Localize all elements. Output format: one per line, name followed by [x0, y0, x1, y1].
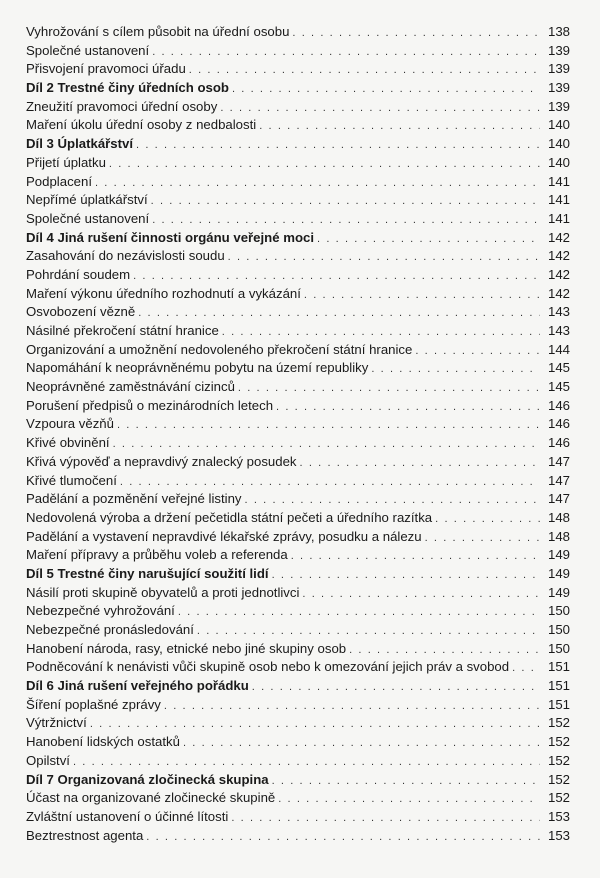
toc-page-number: 153	[547, 827, 570, 843]
toc-page-number: 142	[547, 248, 570, 264]
dot-leader	[425, 529, 540, 547]
toc-entry-title: Podněcování k nenávisti vůči skupině osob nebo k omezování jejich práv a svobod	[26, 659, 510, 675]
dot-leader	[228, 248, 540, 266]
dot-leader	[272, 566, 540, 584]
dot-leader	[164, 697, 540, 715]
toc-entry	[26, 808, 570, 827]
toc-entry	[26, 266, 570, 285]
dot-leader	[120, 473, 540, 491]
dot-leader	[220, 99, 540, 117]
toc-entry-title: Zvláštní ustanovení o účinné lítosti	[26, 808, 229, 824]
toc-entry-title: Napomáhání k neoprávněnému pobytu na území republiky	[26, 360, 369, 376]
toc-page-number: 140	[547, 136, 570, 152]
toc-page-number: 150	[547, 640, 570, 656]
toc-entry-title: Výtržnictví	[26, 715, 87, 731]
toc-page-number: 139	[547, 98, 570, 114]
toc-entry	[26, 602, 570, 621]
dot-leader	[317, 230, 540, 248]
toc-page-number: 147	[547, 453, 570, 469]
toc-entry-title: Nedovolená výroba a držení pečetidla státní pečeti a úředního razítka	[26, 509, 433, 525]
dot-leader	[304, 286, 540, 304]
dot-leader	[512, 659, 540, 677]
toc-page-number: 151	[547, 659, 570, 675]
toc-entry	[26, 490, 570, 509]
toc-page-number: 140	[547, 154, 570, 170]
toc-entry	[26, 378, 570, 397]
toc-entry	[26, 472, 570, 491]
toc-page-number: 141	[547, 192, 570, 208]
toc-page-number: 143	[547, 304, 570, 320]
dot-leader	[178, 603, 540, 621]
dot-leader	[272, 772, 540, 790]
dot-leader	[95, 174, 540, 192]
toc-section-heading	[26, 79, 570, 98]
toc-entry-title: Násilné překročení státní hranice	[26, 323, 219, 338]
toc-entry	[26, 733, 570, 752]
toc-entry	[26, 584, 570, 603]
toc-entry-title: Zneužití pravomoci úřední osoby	[26, 98, 218, 114]
dot-leader	[232, 80, 540, 98]
toc-entry-title: Šíření poplašné zprávy	[26, 696, 161, 712]
dot-leader	[371, 360, 540, 378]
toc-page-number: 150	[547, 603, 570, 619]
dot-leader	[238, 379, 540, 397]
toc-page-number: 152	[547, 771, 570, 787]
dot-leader	[151, 192, 540, 210]
toc-entry-title: Díl 3 Úplatkářství	[26, 136, 134, 152]
toc-page-number: 152	[547, 790, 570, 806]
toc-entry-title: Hanobení lidských ostatků	[26, 734, 180, 750]
toc-entry-title: Maření výkonu úředního rozhodnutí a vykázání	[26, 285, 301, 301]
toc-entry	[26, 789, 570, 808]
toc-section-heading	[26, 771, 570, 790]
toc-page-number: 146	[547, 397, 570, 413]
toc-entry	[26, 528, 570, 547]
toc-entry	[26, 42, 570, 61]
toc-page-number: 151	[547, 678, 570, 694]
toc-entry	[26, 341, 570, 360]
toc-page-number: 138	[547, 24, 570, 39]
toc-entry-title: Porušení předpisů o mezinárodních letech	[26, 397, 274, 413]
dot-leader	[300, 454, 540, 472]
toc-page-number: 142	[547, 266, 570, 282]
toc-entry	[26, 154, 570, 173]
dot-leader	[252, 678, 540, 696]
toc-entry-title: Přisvojení pravomoci úřadu	[26, 61, 186, 77]
toc-entry-title: Vzpoura vězňů	[26, 416, 114, 432]
toc-entry	[26, 210, 570, 229]
toc-entry	[26, 434, 570, 453]
toc-entry	[26, 696, 570, 715]
toc-entry-title: Násilí proti skupině obyvatelů a proti jednotlivci	[26, 584, 300, 600]
toc-page-number: 145	[547, 379, 570, 395]
toc-page-number: 148	[547, 509, 570, 525]
dot-leader	[278, 790, 540, 808]
toc-entry-title: Organizování a umožnění nedovoleného překročení státní hranice	[26, 341, 413, 357]
toc-section-heading	[26, 565, 570, 584]
toc-entry-title: Padělání a vystavení nepravdivé lékařské zprávy, posudku a nálezu	[26, 528, 422, 544]
toc-entry-title: Maření úkolu úřední osoby z nedbalosti	[26, 117, 257, 133]
toc-entry-title: Společné ustanovení	[26, 210, 150, 226]
toc-entry	[26, 359, 570, 378]
toc-entry-title: Nebezpečné pronásledování	[26, 622, 194, 637]
toc-entry	[26, 509, 570, 528]
toc-entry	[26, 191, 570, 210]
toc-entry-title: Díl 6 Jiná rušení veřejného pořádku	[26, 678, 249, 694]
toc-page-number: 146	[547, 416, 570, 432]
dot-leader	[117, 416, 540, 434]
toc-entry-title: Díl 5 Trestné činy narušující soužití lidí	[26, 565, 269, 581]
toc-section-heading	[26, 229, 570, 248]
toc-entry-title: Díl 2 Trestné činy úředních osob	[26, 80, 229, 96]
dot-leader	[302, 585, 540, 603]
toc-entry	[26, 285, 570, 304]
toc-entry	[26, 415, 570, 434]
toc-entry	[26, 640, 570, 659]
toc-entry	[26, 322, 570, 341]
toc-page-number: 139	[547, 80, 570, 96]
dot-leader	[73, 753, 540, 771]
toc-entry	[26, 397, 570, 416]
toc-entry-title: Maření přípravy a průběhu voleb a referenda	[26, 547, 288, 563]
toc-entry-title: Hanobení národa, rasy, etnické nebo jiné skupiny osob	[26, 640, 347, 656]
toc-page-number: 151	[547, 696, 570, 712]
toc-entry-title: Zasahování do nezávislosti soudu	[26, 248, 225, 264]
dot-leader	[415, 342, 540, 360]
dot-leader	[189, 61, 540, 79]
toc-entry	[26, 546, 570, 565]
toc-entry-title: Přijetí úplatku	[26, 154, 106, 170]
toc-entry-title: Beztrestnost agenta	[26, 827, 144, 843]
toc-entry	[26, 98, 570, 117]
toc-page-number: 149	[547, 547, 570, 563]
toc-entry-title: Podplacení	[26, 173, 92, 189]
toc-entry-title: Nepřímé úplatkářství	[26, 192, 148, 208]
toc-entry-title: Účast na organizované zločinecké skupině	[26, 790, 276, 806]
dot-leader	[245, 491, 540, 509]
dot-leader	[146, 828, 540, 846]
toc-page-number: 139	[547, 61, 570, 77]
toc-page-number: 146	[547, 435, 570, 451]
toc-entry	[26, 714, 570, 733]
table-of-contents	[26, 23, 570, 845]
toc-entry-title: Padělání a pozměnění veřejné listiny	[26, 491, 242, 507]
dot-leader	[109, 155, 540, 173]
toc-page-number: 142	[547, 285, 570, 301]
toc-entry	[26, 303, 570, 322]
toc-entry	[26, 116, 570, 135]
toc-entry	[26, 752, 570, 771]
toc-entry-title: Opilství	[26, 752, 70, 768]
dot-leader	[113, 435, 540, 453]
toc-page-number: 149	[547, 584, 570, 600]
toc-page-number: 152	[547, 752, 570, 768]
dot-leader	[292, 24, 540, 42]
toc-page-number: 142	[547, 229, 570, 245]
toc-entry-title: Křivá výpověď a nepravdivý znalecký posudek	[26, 453, 297, 469]
toc-page-number: 141	[547, 210, 570, 226]
toc-entry	[26, 827, 570, 846]
dot-leader	[259, 117, 540, 135]
dot-leader	[435, 510, 540, 528]
toc-entry-title: Pohrdání soudem	[26, 266, 131, 282]
toc-entry	[26, 453, 570, 472]
toc-page-number: 153	[547, 808, 570, 824]
dot-leader	[276, 398, 540, 416]
toc-entry-title: Společné ustanovení	[26, 42, 150, 58]
toc-page-number: 140	[547, 117, 570, 133]
dot-leader	[183, 734, 540, 752]
toc-entry-title: Osvobození vězně	[26, 304, 136, 320]
dot-leader	[133, 267, 540, 285]
toc-entry-title: Nebezpečné vyhrožování	[26, 603, 175, 619]
toc-page-number: 147	[547, 472, 570, 488]
dot-leader	[136, 136, 540, 154]
toc-entry-title: Díl 7 Organizovaná zločinecká skupina	[26, 771, 269, 787]
toc-page-number: 152	[547, 734, 570, 750]
dot-leader	[291, 547, 540, 565]
toc-page-number: 139	[547, 42, 570, 58]
dot-leader	[197, 622, 540, 640]
dot-leader	[152, 211, 540, 229]
toc-page-number: 143	[547, 323, 570, 338]
toc-entry-title: Vyhrožování s cílem působit na úřední osobu	[26, 24, 290, 39]
toc-entry-title: Neoprávněné zaměstnávání cizinců	[26, 379, 235, 395]
dot-leader	[152, 43, 540, 61]
toc-section-heading	[26, 135, 570, 154]
dot-leader	[90, 715, 540, 733]
dot-leader	[138, 304, 540, 322]
dot-leader	[349, 641, 540, 659]
toc-section-heading	[26, 677, 570, 696]
toc-page-number: 152	[547, 715, 570, 731]
toc-entry	[26, 621, 570, 640]
toc-entry	[26, 247, 570, 266]
toc-page-number: 149	[547, 565, 570, 581]
toc-page-number: 147	[547, 491, 570, 507]
dot-leader	[222, 323, 540, 341]
toc-page-number: 148	[547, 528, 570, 544]
toc-entry-title: Díl 4 Jiná rušení činnosti orgánu veřejné moci	[26, 229, 315, 245]
toc-page-number: 150	[547, 622, 570, 637]
toc-entry	[26, 23, 570, 42]
toc-entry	[26, 173, 570, 192]
toc-page-number: 141	[547, 173, 570, 189]
toc-entry-title: Křivé obvinění	[26, 435, 110, 451]
toc-page-number: 144	[547, 341, 570, 357]
toc-entry	[26, 658, 570, 677]
toc-entry	[26, 60, 570, 79]
toc-page-number: 145	[547, 360, 570, 376]
dot-leader	[231, 809, 540, 827]
toc-entry-title: Křivé tlumočení	[26, 472, 117, 488]
